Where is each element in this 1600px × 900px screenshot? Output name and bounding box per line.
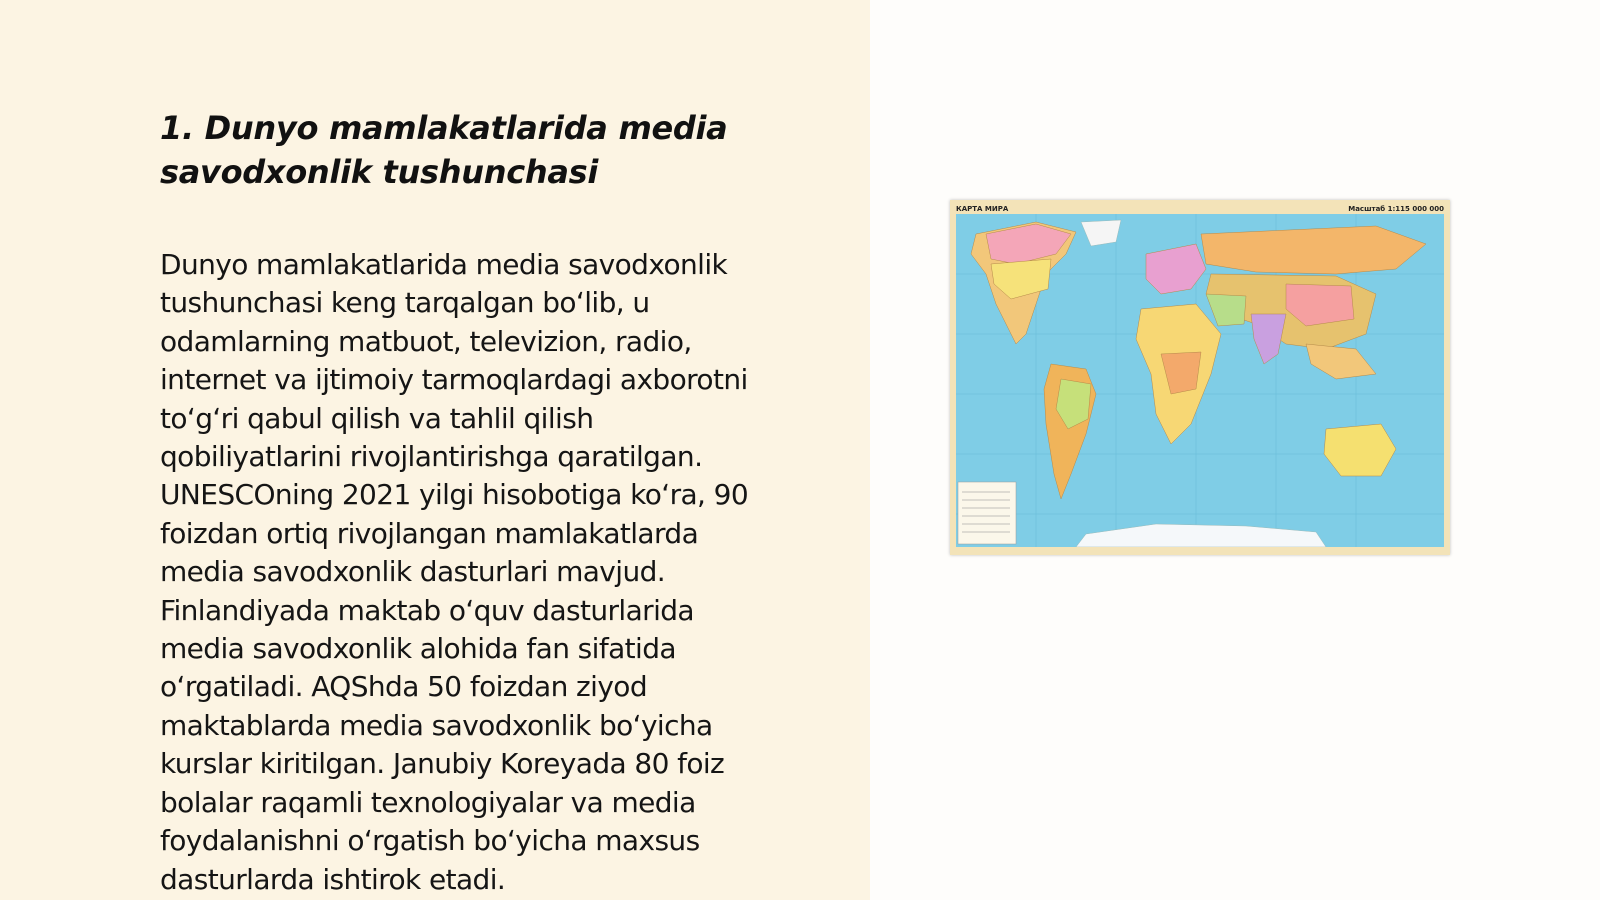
map-australia [1324, 424, 1396, 476]
map-title: КАРТА МИРА [956, 205, 1009, 213]
map-russia [1201, 226, 1426, 274]
world-map-graphic [956, 214, 1444, 547]
map-scale: Масштаб 1:115 000 000 [1348, 205, 1444, 213]
map-legend [958, 482, 1016, 544]
slide-body-text: Dunyo mamlakatlarida media savodxonlik tushunchasi keng tarqalgan boʻlib, u odamlarning matbuot, televizion, radio, internet va ijtimoiy tarmoqlardagi axborotni toʻgʻri qabul qilish va tahlil qilish qobiliyatlarini rivojlantirishga qaratilgan. UNESCOning 2021 yilgi hisobotiga koʻra, 90 foizdan ortiq rivojlangan mamlakatlarda media savodxonlik dasturlari mavjud. Finlandiyada maktab oʻquv dasturlarida media savodxonlik alohida fan sifatida oʻrgatiladi. AQShda 50 foizdan ziyod maktablarda media savodxonlik boʻyicha kurslar kiritilgan. Janubiy Koreyada 80 foiz bolalar raqamli texnologiyalar va media foydalanishni oʻrgatish boʻyicha maxsus dasturlarda ishtirok etadi. [160, 248, 749, 896]
slide-title: 1. Dunyo mamlakatlarida media savodxonlik tushunchasi [160, 109, 728, 191]
world-map-image [950, 200, 1450, 555]
